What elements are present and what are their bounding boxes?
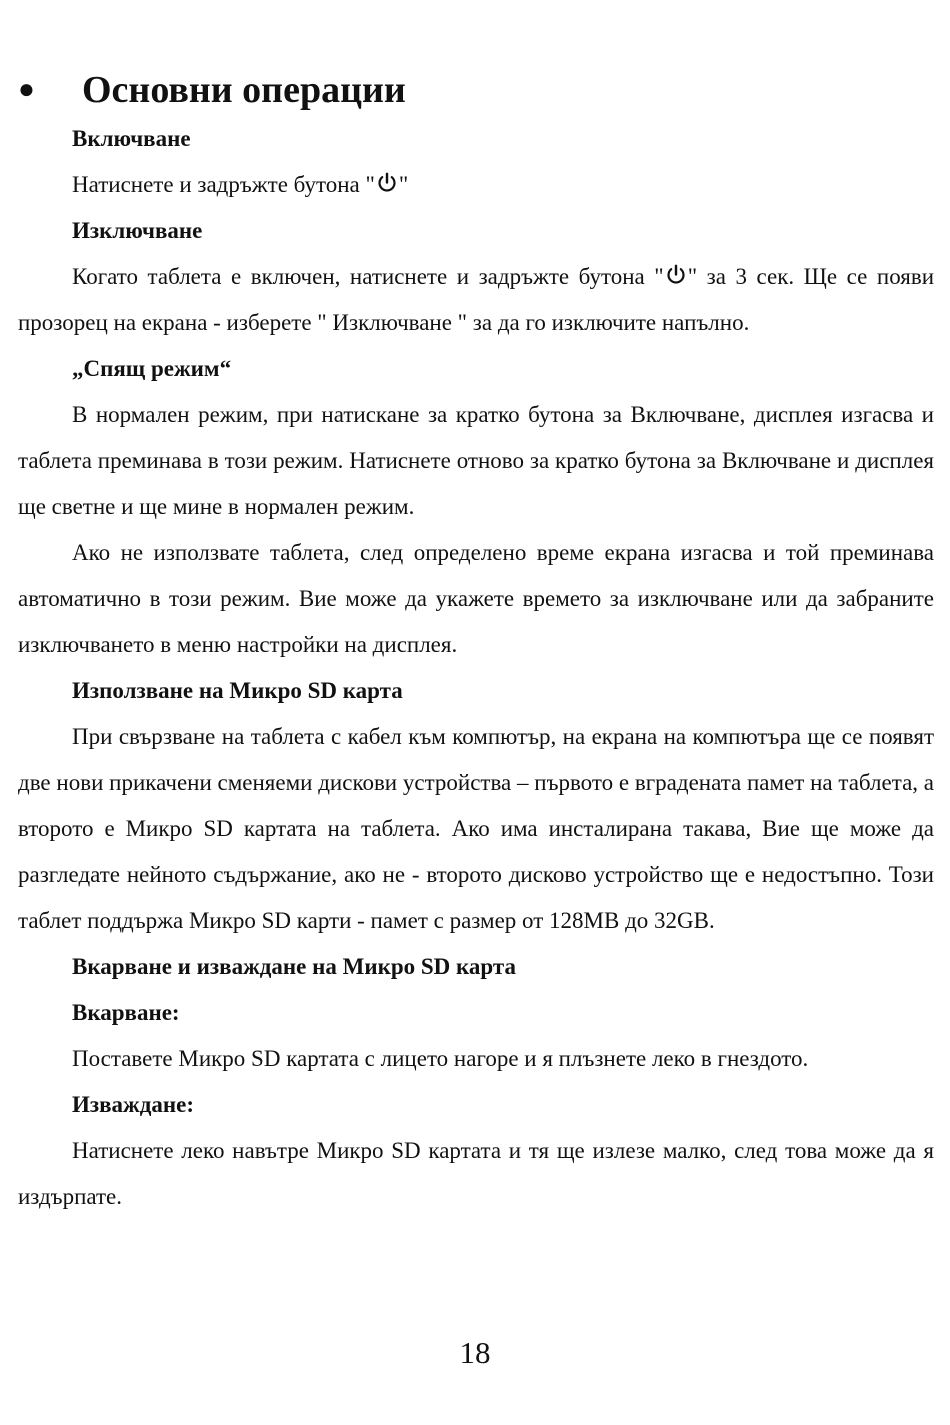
sleep-mode-paragraph-2: Ако не използвате таблета, след определено време екрана изгасва и той преминава автоматично в този режим. Вие може да укажете времето за изключване или да забраните изключването в меню настройки на дисплея. xyxy=(18,540,934,657)
micro-sd-heading: Използване на Микро SD карта xyxy=(72,678,403,703)
page-number: 18 xyxy=(459,1335,491,1370)
power-off-text-after: " за 3 сек. Ще се появи прозорец на екрана - изберете " Изключване " за да го изключите напълно. xyxy=(18,264,935,335)
remove-text: Натиснете леко навътре Микро SD картата и тя ще излезе малко, след това може да я издърпате. xyxy=(18,1138,934,1209)
insert-heading: Вкарване: xyxy=(72,1000,180,1025)
power-icon xyxy=(665,264,687,286)
document-body xyxy=(18,116,934,1220)
power-icon xyxy=(376,172,398,194)
power-on-text-after: " xyxy=(398,172,409,197)
section-header xyxy=(18,62,406,118)
power-on-heading: Включване xyxy=(72,126,191,151)
sleep-mode-paragraph-1: В нормален режим, при натискане за кратко бутона за Включване, дисплея изгасва и таблета преминава в този режим. Натиснете отново за кратко бутона за Включване и дисплея ще светне и ще мине в нормален режим. xyxy=(18,402,934,519)
section-title: Основни операции xyxy=(82,69,406,111)
power-off-text xyxy=(18,254,934,346)
insert-remove-heading: Вкарване и изваждане на Микро SD карта xyxy=(72,954,516,979)
power-off-text-before: Когато таблета е включен, натиснете и задръжте бутона " xyxy=(72,264,664,289)
power-on-text xyxy=(18,162,934,208)
power-on-text-before: Натиснете и задръжте бутона " xyxy=(72,172,375,197)
micro-sd-paragraph: При свързване на таблета с кабел към компютър, на екрана на компютъра ще се появят две нови прикачени сменяеми дискови устройства – първото е вградената памет на таблета, а второто е Микро SD картата на таблета. Ако има инсталирана такава, Вие ще може да разгледате нейното съдържание, ако не - второто дисково устройство ще е недостъпно. Този таблет поддържа Микро SD карти - памет с размер от 128MB до 32GB. xyxy=(18,724,934,933)
power-off-heading: Изключване xyxy=(72,218,203,243)
remove-heading: Изваждане: xyxy=(72,1092,194,1117)
insert-text: Поставете Микро SD картата с лицето нагоре и я плъзнете леко в гнездото. xyxy=(72,1046,809,1071)
bullet-icon: ● xyxy=(18,74,35,105)
sleep-mode-heading: „Спящ режим“ xyxy=(72,356,232,381)
